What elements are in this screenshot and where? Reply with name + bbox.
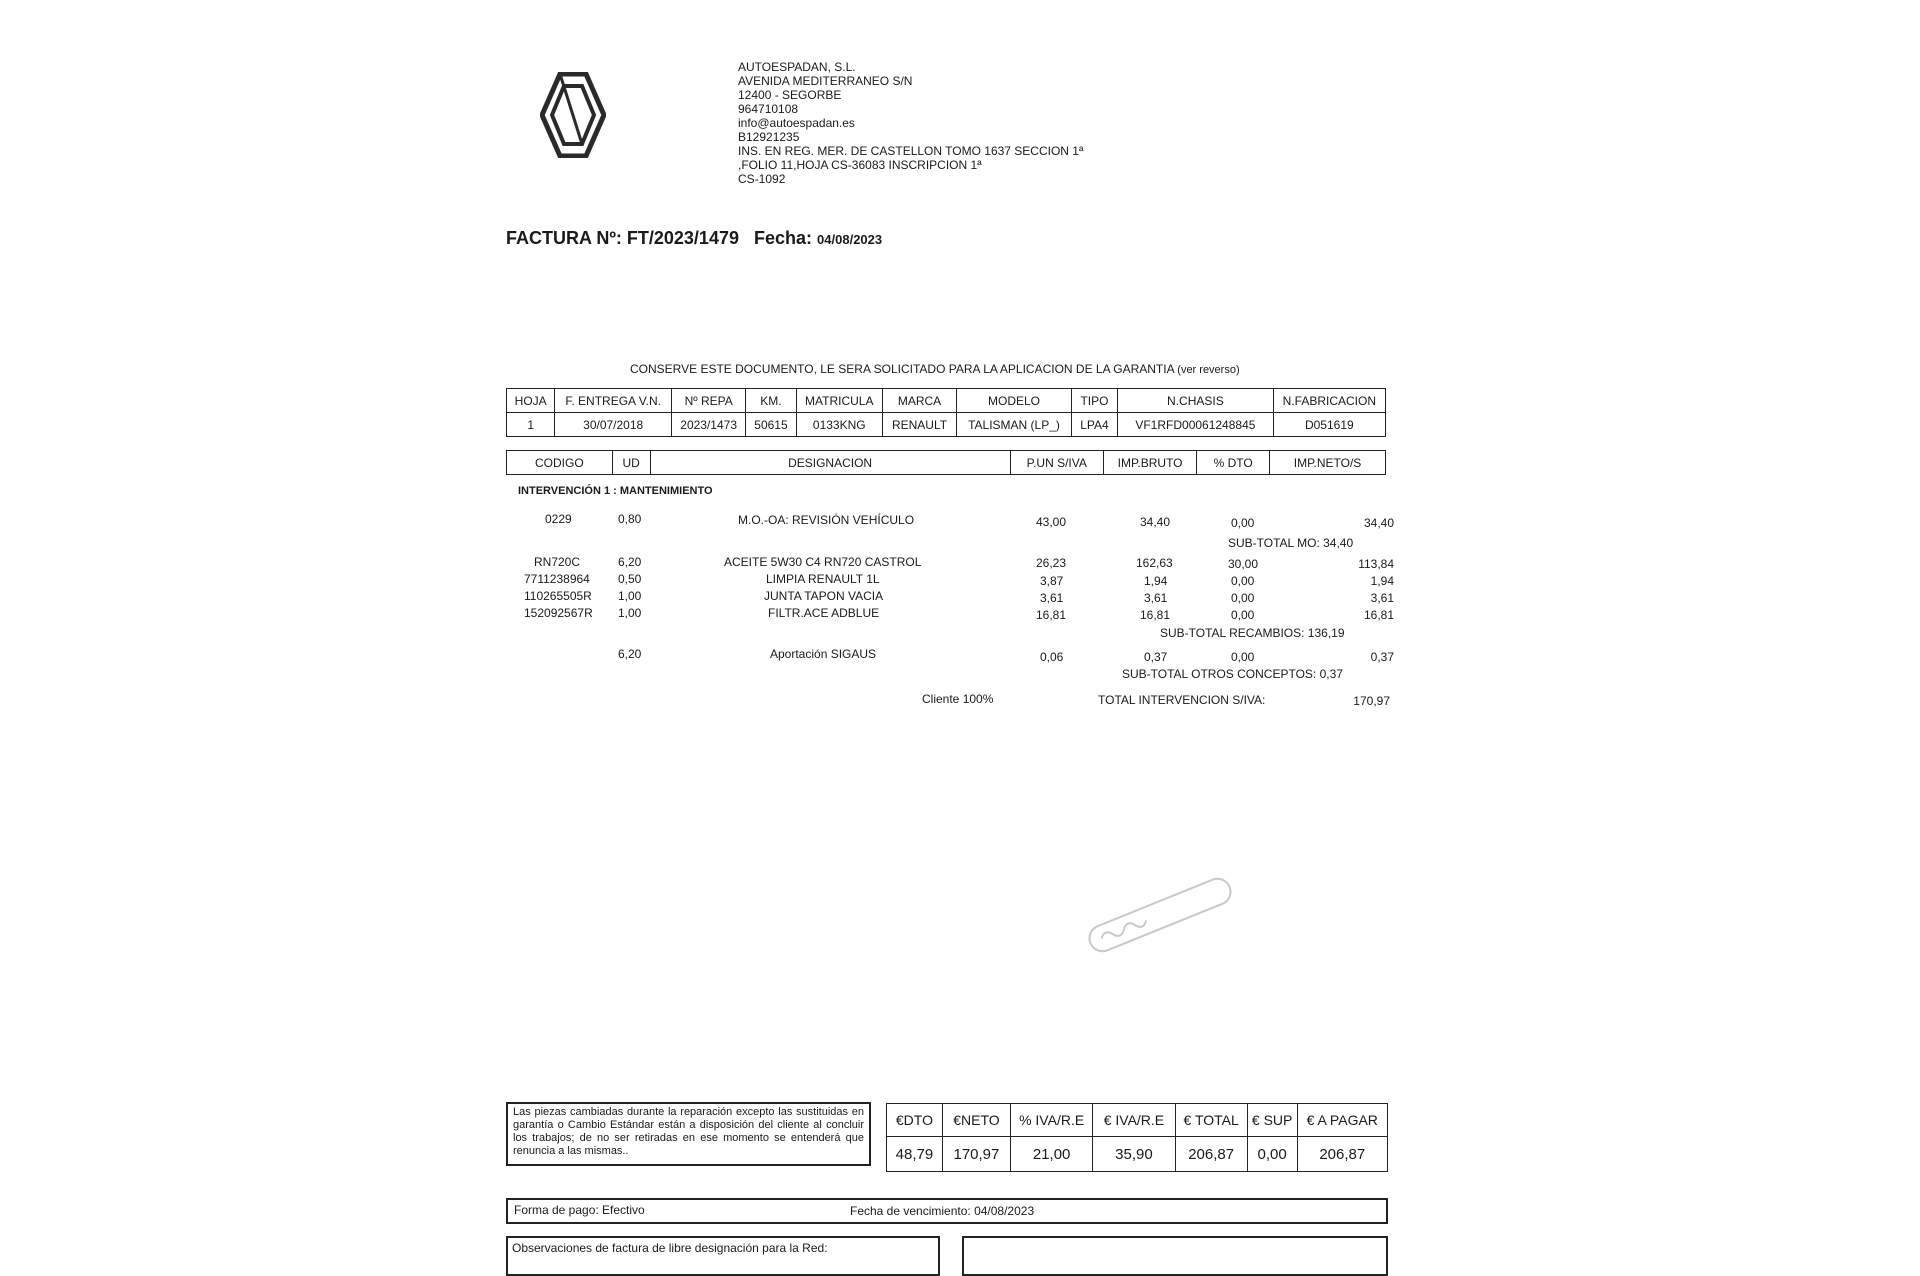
vehicle-value-cell: VF1RFD00061248845: [1118, 413, 1274, 437]
company-line: AUTOESPADAN, S.L.: [738, 60, 856, 74]
vehicle-header-cell: MODELO: [957, 389, 1072, 413]
line-desc: M.O.-OA: REVISIÓN VEHÍCULO: [738, 513, 915, 527]
invoice-number: FACTURA Nº: FT/2023/1479: [506, 228, 739, 248]
totals-header-cell: € SUP: [1247, 1104, 1297, 1137]
line-ud: 0,80: [618, 512, 642, 526]
line-desc: JUNTA TAPON VACIA: [764, 589, 884, 603]
line-code: 0229: [545, 512, 572, 526]
vehicle-value-row: [507, 413, 1386, 437]
totals-header-cell: €NETO: [942, 1104, 1010, 1137]
line-gross: 3,61: [1144, 591, 1168, 605]
line-net: 113,84: [1358, 557, 1394, 571]
totals-header-cell: % IVA/R.E: [1010, 1104, 1092, 1137]
line-desc: Aportación SIGAUS: [770, 647, 877, 661]
line-unit-price: 26,23: [1036, 556, 1067, 570]
line-discount: 0,00: [1231, 591, 1255, 605]
line-discount: 0,00: [1231, 574, 1255, 588]
vehicle-value-cell: LPA4: [1071, 413, 1117, 437]
vehicle-value-cell: 2023/1473: [672, 413, 746, 437]
disclaimer-text: Las piezas cambiadas durante la reparación excepto las sustituidas en garantía o Cambio Estándar están a disposición del cliente al concluir los trabajos; de no ser retiradas en ese momento se entenderá que renuncia a las mismas..: [513, 1106, 864, 1157]
line-gross: 34,40: [1140, 515, 1171, 529]
line-code: 152092567R: [524, 606, 593, 620]
total-intervention-value: 170,97: [1353, 694, 1390, 708]
renault-logo-icon: [540, 72, 606, 158]
line-gross: 16,81: [1140, 608, 1171, 622]
company-line: AVENIDA MEDITERRANEO S/N: [738, 74, 913, 88]
line-ud: 0,50: [618, 572, 642, 586]
invoice-title: [506, 228, 882, 249]
line-net: 3,61: [1370, 591, 1394, 605]
client-share: Cliente 100%: [922, 692, 994, 706]
line-gross: 162,63: [1136, 556, 1173, 570]
totals-value-cell: 35,90: [1093, 1137, 1175, 1172]
totals-value-cell: 170,97: [942, 1137, 1010, 1172]
lines-header-cell: IMP.BRUTO: [1103, 451, 1196, 475]
lines-header-cell: P.UN S/IVA: [1010, 451, 1103, 475]
company-line: info@autoespadan.es: [738, 116, 855, 130]
payment-due-date: Fecha de vencimiento: 04/08/2023: [850, 1204, 1035, 1218]
observations-label: Observaciones de factura de libre designación para la Red:: [512, 1241, 828, 1255]
subtotal-other: SUB-TOTAL OTROS CONCEPTOS: 0,37: [1122, 667, 1343, 681]
line-net: 1,94: [1370, 574, 1394, 588]
vehicle-value-cell: 50615: [746, 413, 796, 437]
lines-header-table: [506, 450, 1386, 475]
totals-table: [886, 1103, 1388, 1172]
totals-header-row: [887, 1104, 1388, 1137]
lines-header-row: [507, 451, 1386, 475]
line-net: 0,37: [1370, 650, 1394, 664]
line-ud: 1,00: [618, 589, 642, 603]
company-line: B12921235: [738, 130, 800, 144]
line-desc: ACEITE 5W30 C4 RN720 CASTROL: [724, 555, 922, 569]
totals-header-cell: € TOTAL: [1175, 1104, 1247, 1137]
line-ud: 6,20: [618, 647, 642, 661]
vehicle-value-cell: D051619: [1273, 413, 1385, 437]
subtotal-parts: SUB-TOTAL RECAMBIOS: 136,19: [1160, 626, 1345, 640]
line-net: 34,40: [1363, 516, 1394, 530]
company-line: ,FOLIO 11,HOJA CS-36083 INSCRIPCION 1ª: [738, 158, 982, 172]
signature-box: [962, 1236, 1388, 1276]
company-line: INS. EN REG. MER. DE CASTELLON TOMO 1637 SECCION 1ª: [738, 144, 1084, 158]
total-intervention-label: TOTAL INTERVENCION S/IVA:: [1098, 693, 1266, 707]
line-gross: 1,94: [1144, 574, 1168, 588]
lines-header-cell: IMP.NETO/S: [1270, 451, 1386, 475]
totals-value-cell: 206,87: [1297, 1137, 1387, 1172]
line-discount: 0,00: [1231, 516, 1255, 530]
line-unit-price: 3,87: [1040, 574, 1064, 588]
line-ud: 1,00: [618, 606, 642, 620]
warranty-notice: [630, 362, 1240, 376]
line-unit-price: 0,06: [1040, 650, 1064, 664]
totals-value-cell: 48,79: [887, 1137, 943, 1172]
vehicle-value-cell: TALISMAN (LP_): [957, 413, 1072, 437]
line-unit-price: 3,61: [1040, 591, 1064, 605]
vehicle-header-cell: Nº REPA: [672, 389, 746, 413]
vehicle-value-cell: 1: [507, 413, 555, 437]
subtotal-labour: SUB-TOTAL MO: 34,40: [1228, 536, 1354, 550]
totals-value-cell: 0,00: [1247, 1137, 1297, 1172]
invoice-date: 04/08/2023: [817, 232, 883, 247]
line-discount: 0,00: [1231, 608, 1255, 622]
line-net: 16,81: [1363, 608, 1394, 622]
totals-header-cell: € A PAGAR: [1297, 1104, 1387, 1137]
line-ud: 6,20: [618, 555, 642, 569]
vehicle-header-cell: MARCA: [882, 389, 956, 413]
line-discount: 30,00: [1228, 557, 1259, 571]
totals-value-cell: 21,00: [1010, 1137, 1092, 1172]
totals-value-cell: 206,87: [1175, 1137, 1247, 1172]
payment-method: Forma de pago: Efectivo: [514, 1203, 645, 1217]
vehicle-header-cell: MATRICULA: [796, 389, 882, 413]
lines-header-cell: CODIGO: [507, 451, 613, 475]
vehicle-header-cell: N.CHASIS: [1118, 389, 1274, 413]
notice-text: CONSERVE ESTE DOCUMENTO, LE SERA SOLICITADO PARA LA APLICACION DE LA GARANTIA: [630, 362, 1174, 376]
line-code: RN720C: [534, 555, 581, 569]
company-header: [738, 60, 1083, 186]
line-unit-price: 16,81: [1036, 608, 1067, 622]
company-line: CS-1092: [738, 172, 786, 186]
line-discount: 0,00: [1231, 650, 1255, 664]
line-unit-price: 43,00: [1036, 515, 1067, 529]
intervention-title: INTERVENCIÓN 1 : MANTENIMIENTO: [518, 485, 713, 497]
line-gross: 0,37: [1144, 650, 1168, 664]
line-desc: LIMPIA RENAULT 1L: [766, 572, 880, 586]
stamp-smudge-icon: [1075, 870, 1245, 960]
vehicle-value-cell: RENAULT: [882, 413, 956, 437]
vehicle-table: [506, 388, 1386, 437]
line-code: 7711238964: [524, 572, 590, 586]
lines-header-cell: DESIGNACION: [650, 451, 1010, 475]
vehicle-header-cell: HOJA: [507, 389, 555, 413]
vehicle-header-cell: KM.: [746, 389, 796, 413]
vehicle-value-cell: 30/07/2018: [555, 413, 672, 437]
lines-header-cell: UD: [612, 451, 650, 475]
line-desc: FILTR.ACE ADBLUE: [768, 606, 880, 620]
vehicle-header-row: [507, 389, 1386, 413]
lines-header-cell: % DTO: [1197, 451, 1270, 475]
totals-value-row: [887, 1137, 1388, 1172]
totals-header-cell: € IVA/R.E: [1093, 1104, 1175, 1137]
company-line: 964710108: [738, 102, 799, 116]
observations-box: [506, 1236, 940, 1276]
line-code: 110265505R: [524, 589, 592, 603]
vehicle-value-cell: 0133KNG: [796, 413, 882, 437]
disclaimer-box: [506, 1102, 871, 1166]
payment-box: [506, 1198, 1388, 1224]
totals-header-cell: €DTO: [887, 1104, 943, 1137]
invoice-date-label: Fecha:: [754, 228, 813, 248]
notice-small: (ver reverso): [1177, 364, 1240, 376]
vehicle-header-cell: N.FABRICACION: [1273, 389, 1385, 413]
vehicle-header-cell: TIPO: [1071, 389, 1117, 413]
vehicle-header-cell: F. ENTREGA V.N.: [555, 389, 672, 413]
company-line: 12400 - SEGORBE: [738, 88, 842, 102]
